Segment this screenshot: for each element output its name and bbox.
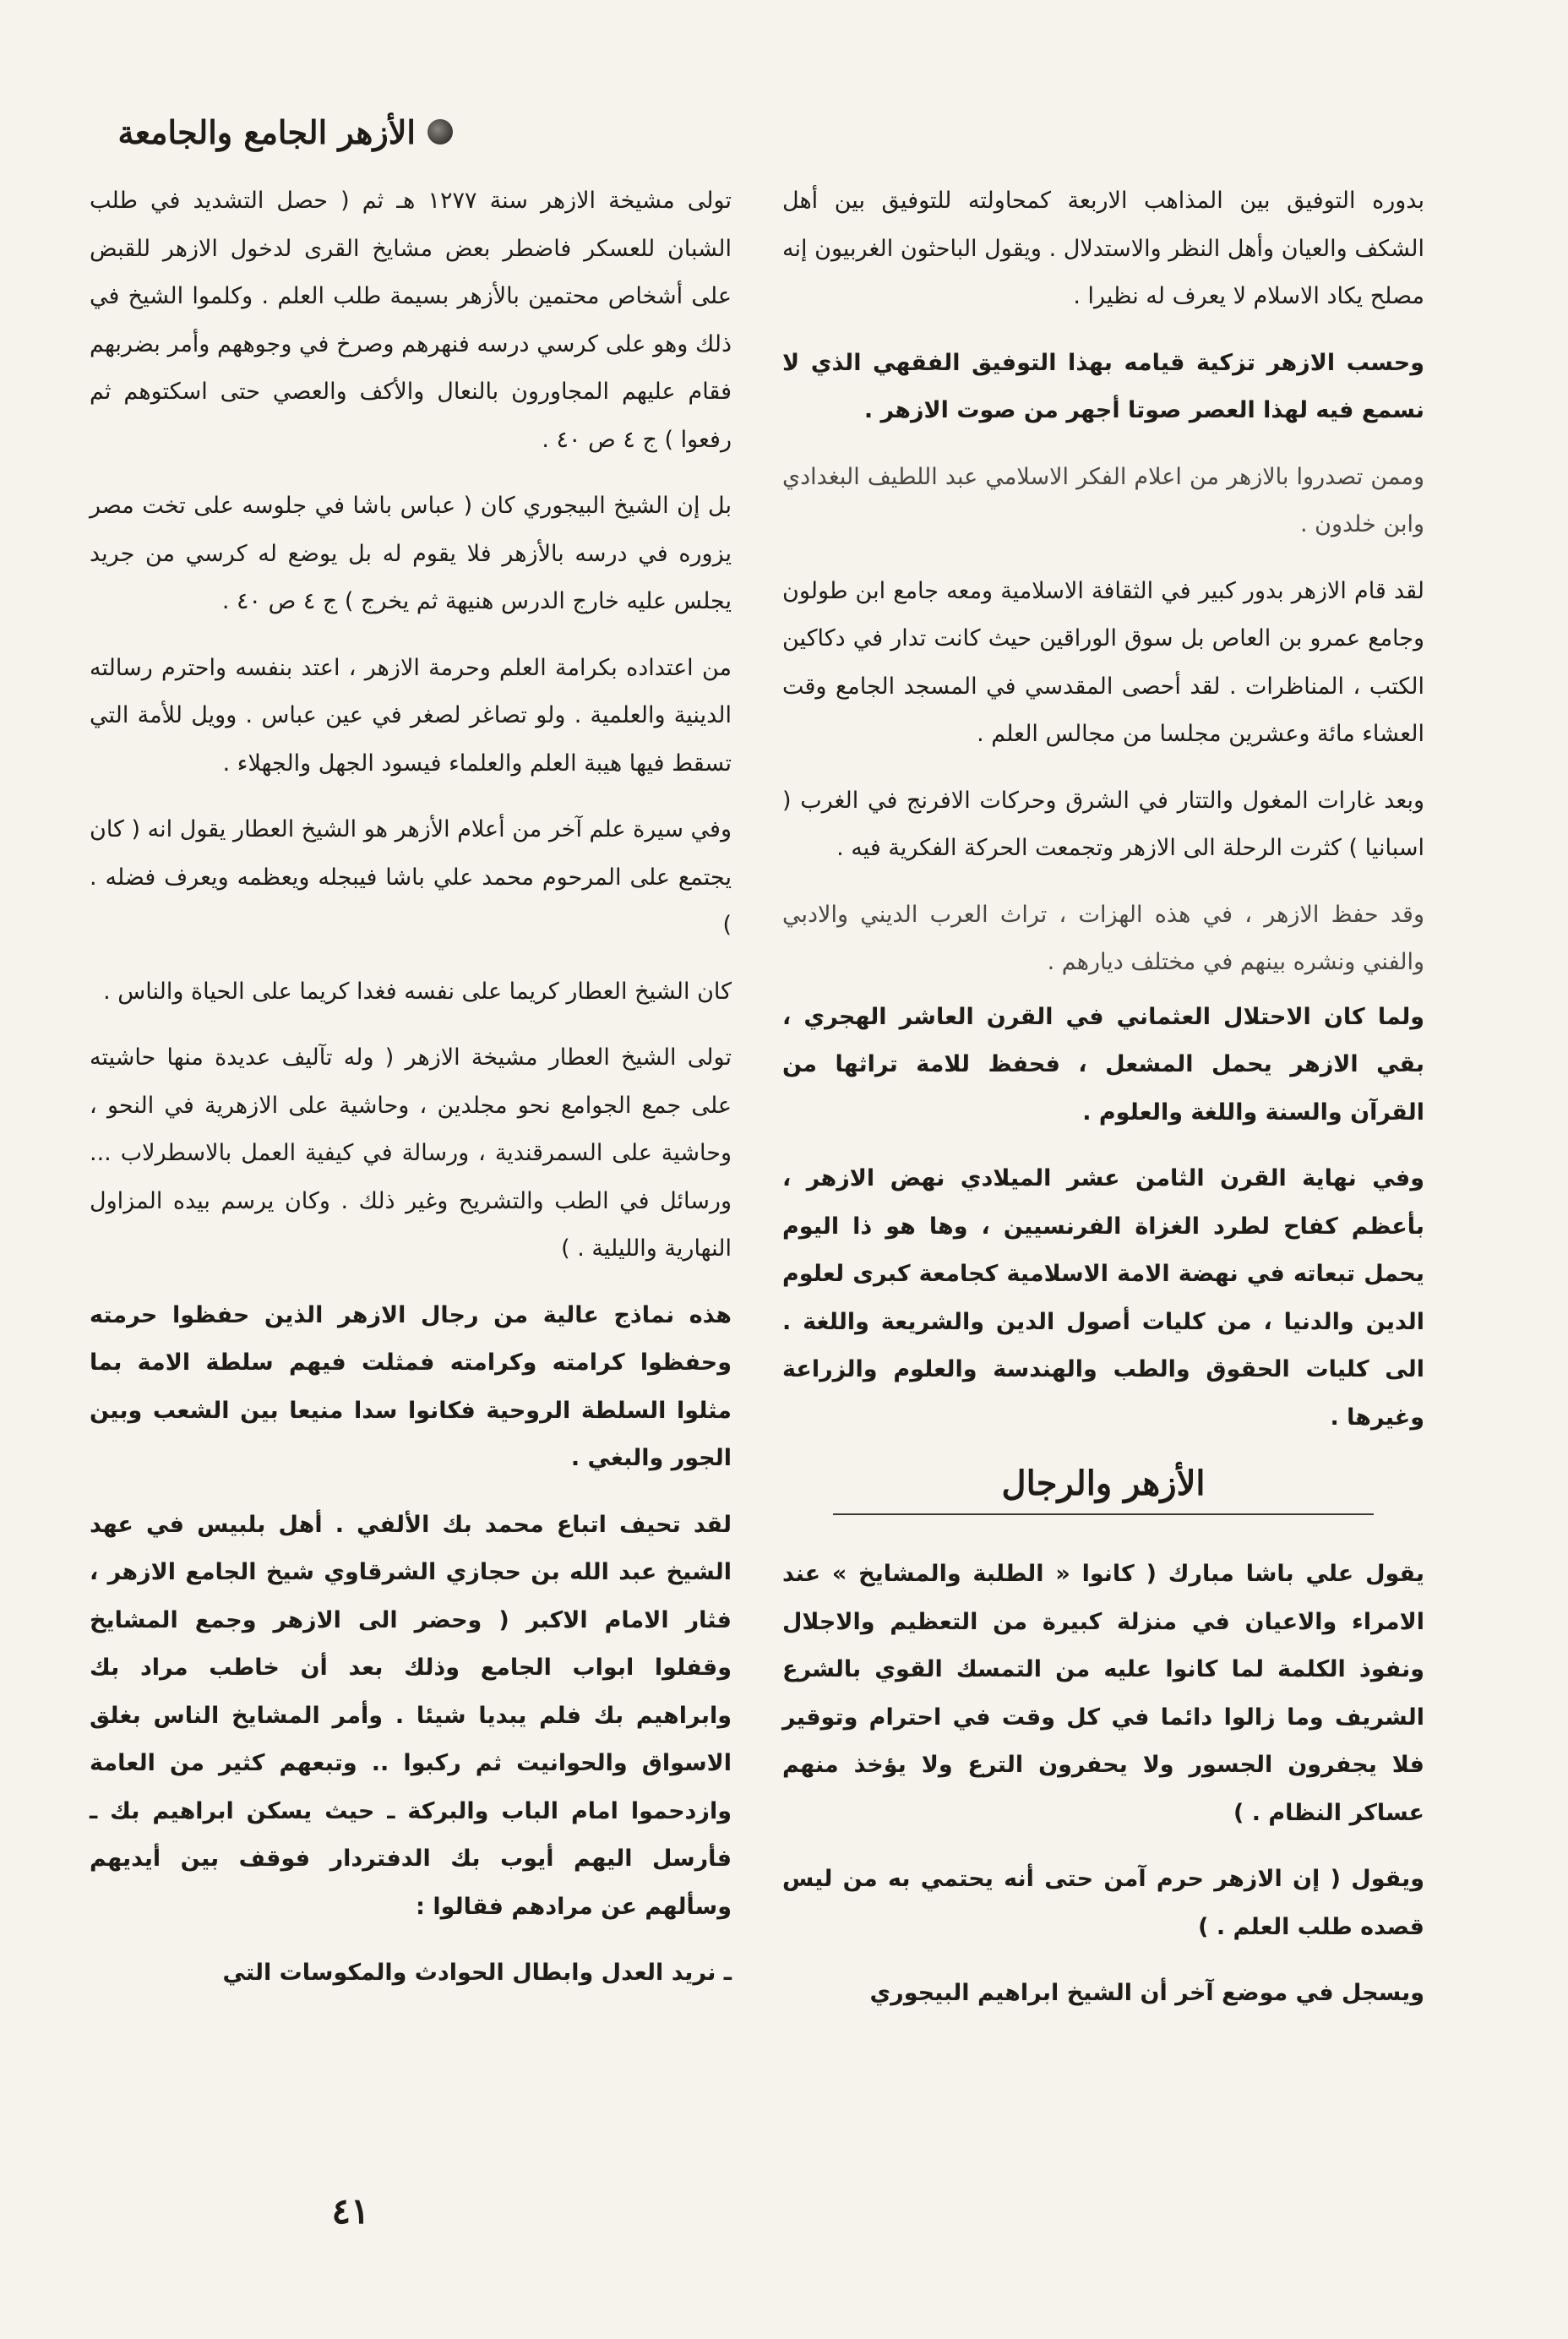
running-header-title: الأزهر الجامع والجامعة (117, 112, 416, 151)
paragraph: لقد تحيف اتباع محمد بك الألفي . أهل بلبيس في عهد الشيخ عبد الله بن حجازي الشرقاوي شيخ الجامع الازهر ، فثار الامام الاكبر ( وحضر الى الازهر وجمع المشايخ وقفلوا ابواب الجامع وذلك بعد أن خاطب مراد بك وابراهيم بك فلم يبديا شيئا . وأمر المشايخ الناس بغلق الاسواق والحوانيت ثم ركبوا .. وتبعهم كثير من العامة وازدحموا امام الباب والبركة ـ حيث يسكن ابراهيم بك ـ فأرسل اليهم أيوب بك الدفتردار فوقف بين أيديهم وسألهم عن مرادهم فقالوا : (90, 1511, 732, 1920)
paragraph: هذه نماذج عالية من رجال الازهر الذين حفظوا حرمته وحفظوا كرامته وكرامته فمثلت فيهم سلطة الامة بما مثلوا السلطة الروحية فكانوا سدا منيعا بين الشعب وبين الجور والبغي . (90, 1301, 732, 1471)
paragraph: وحسب الازهر تزكية قيامه بهذا التوفيق الفقهي الذي لا نسمع فيه لهذا العصر صوتا أجهر من صوت الازهر . (782, 349, 1424, 423)
paragraph: تولى مشيخة الازهر سنة ١٢٧٧ هـ ثم ( حصل التشديد في طلب الشبان للعسكر فاضطر بعض مشايخ القرى لدخول الازهر للقبض على أشخاص محتمين بالأزهر بسيمة طلب العلم . وكلموا الشيخ في ذلك وهو على كرسي درسه فنهرهم وصرخ في وجوههم وأمر بضربهم فقام عليهم المجاورون بالنعال والأكف والعصي حتى اسكتوهم ثم رفعوا ) ج ٤ ص ٤٠ . (90, 188, 732, 453)
paragraph: كان الشيخ العطار كريما على نفسه فغدا كريما على الحياة والناس . (103, 978, 732, 1005)
paragraph: وفي نهاية القرن الثامن عشر الميلادي نهض الازهر ، بأعظم كفاح لطرد الغزاة الفرنسيين ، وها هو ذا اليوم يحمل تبعاته في نهضة الامة الاسلامية كجامعة كبرى لعلوم الدين والدنيا ، من كليات أصول الدين والشريعة واللغة . الى كليات الحقوق والطب والهندسة والعلوم والزراعة وغيرها . (782, 1165, 1424, 1431)
paragraph: من اعتداده بكرامة العلم وحرمة الازهر ، اعتد بنفسه واحترم رسالته الدينية والعلمية . ولو تصاغر لصغر في عين عباس . وويل للأمة التي تسقط فيها هيبة العلم والعلماء فيسود الجهل والجهلاء . (90, 654, 732, 777)
paragraph: وبعد غارات المغول والتتار في الشرق وحركات الافرنج في الغرب ( اسبانيا ) كثرت الرحلة الى الازهر وتجمعت الحركة الفكرية فيه . (782, 787, 1424, 861)
paragraph: يقول علي باشا مبارك ( كانوا « الطلبة والمشايخ » عند الامراء والاعيان في منزلة كبيرة من التعظيم والاجلال ونفوذ الكلمة لما كانوا عليه من التمسك القوي بالشرع الشريف وما زالوا دائما في كل وقت في احترام وتوقير فلا يجفرون الجسور ولا يحفرون الترع ولا يؤخذ منهم عساكر النظام . ) (782, 1561, 1424, 1826)
page-number: ٤١ (331, 2190, 370, 2232)
paragraph: لقد قام الازهر بدور كبير في الثقافة الاسلامية ومعه جامع ابن طولون وجامع عمرو بن العاص بل سوق الوراقين حيث كانت تدار في دكاكين الكتب ، المناظرات . لقد أحصى المقدسي في المسجد الجامع وقت العشاء مائة وعشرين مجلسا من مجالس العلم . (782, 577, 1424, 747)
paragraph: وقد حفظ الازهر ، في هذه الهزات ، تراث العرب الديني والادبي والفني ونشره بينهم في مختلف ديارهم . (782, 901, 1424, 975)
left-column (90, 177, 732, 2231)
paragraph: ويقول ( إن الازهر حرم آمن حتى أنه يحتمي به من ليس قصده طلب العلم . ) (782, 1866, 1424, 1940)
right-column (782, 177, 1424, 2231)
paragraph: ويسجل في موضع آخر أن الشيخ ابراهيم البيجوري (869, 1980, 1424, 2006)
paragraph: ولما كان الاحتلال العثماني في القرن العاشر الهجري ، بقي الازهر يحمل المشعل ، فحفظ للامة تراثها من القرآن والسنة واللغة والعلوم . (782, 1003, 1424, 1126)
paragraph: بدوره التوفيق بين المذاهب الاربعة كمحاولته للتوفيق بين أهل الشكف والعيان وأهل النظر والاستدلال . ويقول الباحثون الغربيون إنه مصلح يكاد الاسلام لا يعرف له نظيرا . (782, 188, 1424, 309)
paragraph: بل إن الشيخ البيجوري كان ( عباس باشا في جلوسه على تخت مصر يزوره في درسه بالأزهر فلا يقوم له بل يوضع له كرسي من جريد يجلس عليه خارج الدرس هنيهة ثم يخرج ) ج ٤ ص ٤٠ . (90, 493, 732, 614)
paragraph: ـ نريد العدل وابطال الحوادث والمكوسات التي (222, 1960, 732, 1986)
paragraph: وممن تصدروا بالازهر من اعلام الفكر الاسلامي عبد اللطيف البغدادي وابن خلدون . (782, 463, 1424, 537)
paragraph: وفي سيرة علم آخر من أعلام الأزهر هو الشيخ العطار يقول انه ( كان يجتمع على المرحوم محمد علي باشا فيبجله ويعظمه ويعرف فضله . ) (90, 816, 732, 938)
filled-circle-icon (427, 119, 453, 144)
heading-divider (833, 1513, 1374, 1515)
paragraph: تولى الشيخ العطار مشيخة الازهر ( وله تآليف عديدة منها حاشيته على جمع الجوامع نحو مجلدين ، وحاشية على الازهرية في النحو ، وحاشية على السمرقندية ، ورسالة في كيفية العمل بالاسطرلاب ... ورسائل في الطب والتشريح وغير ذلك . وكان يرسم بيده المزاول النهارية والليلية . ) (90, 1044, 732, 1262)
running-header (117, 106, 453, 157)
section-heading: الأزهر والرجال (1001, 1464, 1206, 1503)
